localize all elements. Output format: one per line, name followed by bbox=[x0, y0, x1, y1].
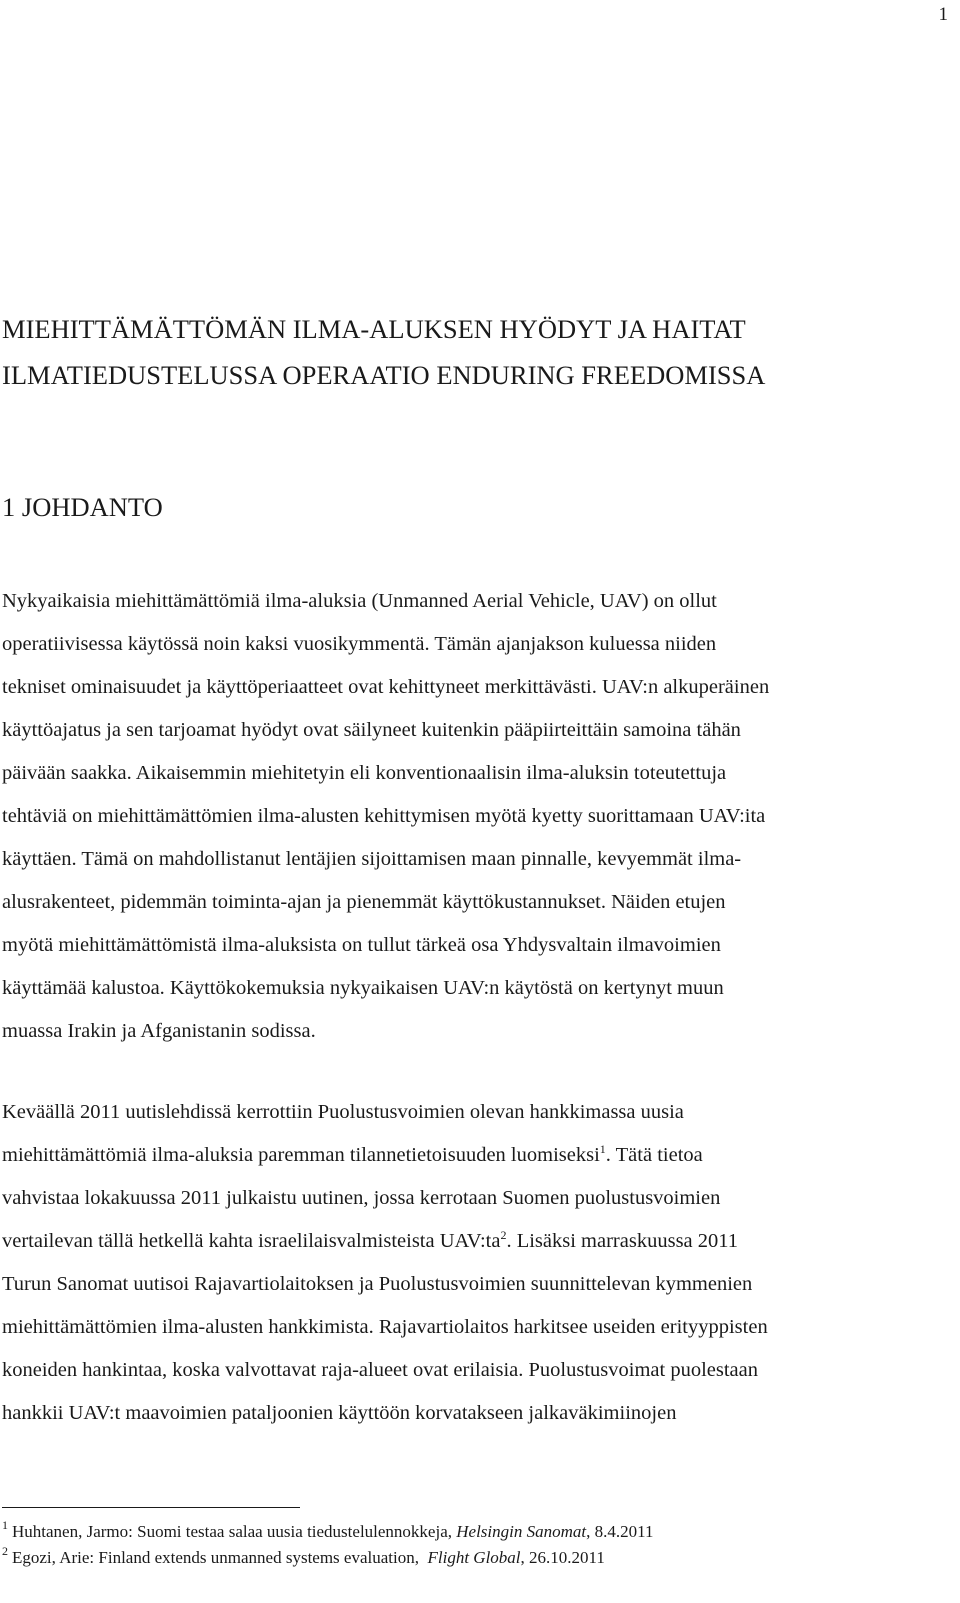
text-line: hankkii UAV:t maavoimien pataljoonien käyttöön korvatakseen jalkaväkimiinojen bbox=[2, 1402, 677, 1424]
text-segment: vertailevan tällä hetkellä kahta israelilaisvalmisteista UAV:ta bbox=[2, 1230, 501, 1252]
footnote-divider bbox=[2, 1507, 300, 1508]
text-line: käyttämää kalustoa. Käyttökokemuksia nykyaikaisen UAV:n käytöstä on kertynyt muun bbox=[2, 977, 724, 999]
text-line: operatiivisessa käytössä noin kaksi vuosikymmentä. Tämän ajanjakson kuluessa niiden bbox=[2, 633, 717, 655]
section-heading: 1 JOHDANTO bbox=[2, 492, 163, 522]
text-line: koneiden hankintaa, koska valvottavat raja-alueet ovat erilaisia. Puolustusvoimat puolestaan bbox=[2, 1359, 758, 1381]
footnote-text: Huhtanen, Jarmo: Suomi testaa salaa uusia tiedustelulennokkeja, bbox=[12, 1522, 452, 1541]
text-line: Turun Sanomat uutisoi Rajavartiolaitoksen ja Puolustusvoimien suunnittelevan kymmenien bbox=[2, 1273, 753, 1295]
footnote-source: Flight Global bbox=[427, 1548, 521, 1567]
footnote-date: , 8.4.2011 bbox=[586, 1522, 654, 1541]
title-line: ILMATIEDUSTELUSSA OPERAATIO ENDURING FREEDOMISSA bbox=[2, 360, 766, 390]
text-line: myötä miehittämättömistä ilma-aluksista on tullut tärkeä osa Yhdysvaltain ilmavoimien bbox=[2, 934, 721, 956]
text-line: päivään saakka. Aikaisemmin miehitetyin eli konventionaalisin ilma-aluksin toteutettuja bbox=[2, 762, 727, 784]
footnote-1 bbox=[2, 1519, 947, 1545]
text-line: tekniset ominaisuudet ja käyttöperiaatteet ovat kehittyneet merkittävästi. UAV:n alkuperäinen bbox=[2, 676, 770, 698]
footnotes bbox=[2, 1519, 947, 1571]
text-line bbox=[2, 1220, 947, 1263]
footnote-text: Egozi, Arie: Finland extends unmanned systems evaluation, bbox=[12, 1548, 419, 1567]
text-segment: . Lisäksi marraskuussa 2011 bbox=[506, 1230, 739, 1252]
text-segment: miehittämättömiä ilma-aluksia paremman tilannetietoisuuden luomiseksi bbox=[2, 1144, 600, 1166]
footnote-2 bbox=[2, 1545, 947, 1571]
footnote-date: , 26.10.2011 bbox=[520, 1548, 605, 1567]
footnote-source: Helsingin Sanomat bbox=[456, 1522, 587, 1541]
text-line: tehtäviä on miehittämättömien ilma-alusten kehittymisen myötä kyetty suorittamaan UAV:ita bbox=[2, 805, 766, 827]
text-line: vahvistaa lokakuussa 2011 julkaistu uutinen, jossa kerrotaan Suomen puolustusvoimien bbox=[2, 1187, 721, 1209]
footnote-mark: 2 bbox=[2, 1544, 8, 1559]
text-line: miehittämättömien ilma-alusten hankkimista. Rajavartiolaitos harkitsee useiden erityyppisten bbox=[2, 1316, 768, 1338]
text-segment: . Tätä tietoa bbox=[605, 1144, 703, 1166]
text-line: Keväällä 2011 uutislehdissä kerrottiin Puolustusvoimien olevan hankkimassa uusia bbox=[2, 1101, 684, 1123]
paragraph-procurement bbox=[2, 1091, 947, 1435]
paragraph-intro bbox=[2, 580, 947, 1053]
text-line: käyttäen. Tämä on mahdollistanut lentäjien sijoittamisen maan pinnalle, kevyemmät ilma- bbox=[2, 848, 742, 870]
footnote-mark: 1 bbox=[2, 1518, 8, 1533]
footnote-ref-1[interactable]: 1 bbox=[599, 1142, 606, 1157]
text-line: alusrakenteet, pidemmän toiminta-ajan ja pienemmät käyttökustannukset. Näiden etujen bbox=[2, 891, 726, 913]
text-line: Nykyaikaisia miehittämättömiä ilma-aluksia (Unmanned Aerial Vehicle, UAV) on ollut bbox=[2, 590, 717, 612]
footnote-ref-2[interactable]: 2 bbox=[500, 1228, 507, 1243]
title-line: MIEHITTÄMÄTTÖMÄN ILMA-ALUKSEN HYÖDYT JA HAITAT bbox=[2, 314, 746, 344]
document-title bbox=[2, 306, 942, 398]
text-line: muassa Irakin ja Afganistanin sodissa. bbox=[2, 1020, 316, 1042]
text-line bbox=[2, 1134, 947, 1177]
text-line: käyttöajatus ja sen tarjoamat hyödyt ovat säilyneet kuitenkin pääpiirteittäin samoina tähän bbox=[2, 719, 741, 741]
page-number: 1 bbox=[938, 4, 948, 25]
